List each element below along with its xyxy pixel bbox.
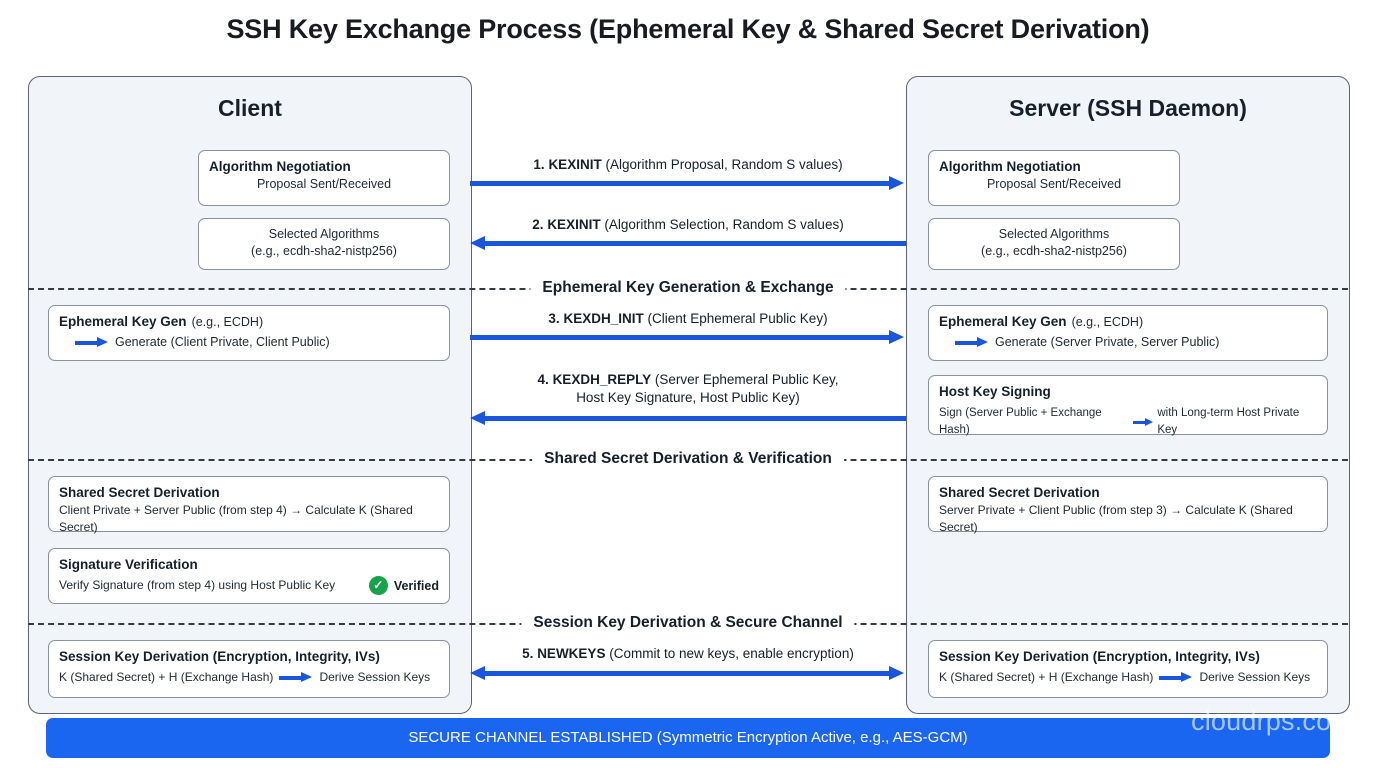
client-shared-secret-header: Shared Secret Derivation: [59, 485, 220, 500]
client-selected-algorithms-sub: (e.g., ecdh-sha2-nistp256): [251, 244, 397, 258]
message-2-label: [470, 216, 906, 233]
message-2-number: 2.: [532, 217, 544, 232]
message-3-detail: (Client Ephemeral Public Key): [647, 311, 828, 326]
server-host-key-signing-sub-left: Sign (Server Public + Exchange Hash): [939, 407, 1102, 436]
message-4-detail-line2: Host Key Signature, Host Public Key): [576, 390, 800, 405]
message-4-number: 4.: [537, 372, 549, 387]
message-1-number: 1.: [533, 157, 545, 172]
server-host-key-signing-header: Host Key Signing: [939, 384, 1051, 399]
server-host-key-signing-sub-right: with Long-term Host Private Key: [1157, 407, 1300, 436]
message-3-name: KEXDH_INIT: [563, 311, 644, 326]
server-session-key-sub-right: Derive Session Keys: [1199, 670, 1311, 684]
client-session-key-box: [48, 640, 450, 698]
client-algo-negotiation-header: Algorithm Negotiation: [209, 159, 351, 174]
client-keygen-arrow-icon: [75, 338, 109, 347]
secure-channel-banner: SECURE CHANNEL ESTABLISHED (Symmetric Encryption Active, e.g., AES-GCM): [46, 718, 1330, 758]
message-2-detail: (Algorithm Selection, Random S values): [604, 217, 844, 232]
message-3-label: [470, 310, 906, 327]
server-host-key-signing-box: [928, 375, 1328, 435]
server-session-key-box: [928, 640, 1328, 698]
server-algo-negotiation-sub: Proposal Sent/Received: [986, 177, 1122, 191]
server-shared-secret-header: Shared Secret Derivation: [939, 485, 1100, 500]
server-keygen-arrow-icon: [955, 338, 989, 347]
client-session-key-arrow-icon: [279, 673, 313, 682]
client-ephemeral-keygen-box: [48, 305, 450, 361]
divider-label-shared-secret: Shared Secret Derivation & Verification: [532, 450, 844, 468]
server-column-title: Server (SSH Daemon): [1009, 95, 1247, 121]
message-4-arrow-left-icon: [470, 413, 906, 423]
message-1-arrow-right-icon: [470, 178, 906, 188]
server-algorithm-negotiation-box: [928, 150, 1180, 206]
divider-label-ephemeral: Ephemeral Key Generation & Exchange: [530, 279, 845, 297]
server-shared-secret-sub: Server Private + Client Public (from step 3) → Calculate K (Shared Secret): [939, 503, 1293, 534]
server-session-key-arrow-icon: [1159, 673, 1193, 682]
message-5-number: 5.: [522, 646, 534, 661]
server-ephemeral-keygen-header: Ephemeral Key Gen: [939, 314, 1067, 329]
message-4-label: [470, 371, 906, 388]
client-signature-verification-sub: Verify Signature (from step 4) using Host Public Key: [59, 578, 336, 592]
server-selected-algorithms-header: Selected Algorithms: [998, 227, 1110, 241]
message-3-arrow-right-icon: [470, 332, 906, 342]
client-shared-secret-box: [48, 476, 450, 532]
client-session-key-sub-left: K (Shared Secret) + H (Exchange Hash): [59, 670, 274, 684]
verified-label: Verified: [393, 578, 439, 593]
client-shared-secret-sub: Client Private + Server Public (from step 4) → Calculate K (Shared Secret): [59, 503, 413, 534]
message-2-arrow-left-icon: [470, 238, 906, 248]
server-shared-secret-box: [928, 476, 1328, 532]
server-session-key-sub-left: K (Shared Secret) + H (Exchange Hash): [939, 670, 1154, 684]
server-selected-algorithms-box: [928, 218, 1180, 270]
server-session-key-header: Session Key Derivation (Encryption, Integrity, IVs): [939, 649, 1260, 664]
message-1-name: KEXINIT: [548, 157, 602, 172]
message-5-label: [470, 645, 906, 662]
divider-label-session-key: Session Key Derivation & Secure Channel: [521, 614, 854, 632]
message-1-detail: (Algorithm Proposal, Random S values): [605, 157, 843, 172]
server-algo-negotiation-header: Algorithm Negotiation: [939, 159, 1081, 174]
client-session-key-header: Session Key Derivation (Encryption, Integrity, IVs): [59, 649, 380, 664]
client-selected-algorithms-box: [198, 218, 450, 270]
message-5-detail: (Commit to new keys, enable encryption): [609, 646, 854, 661]
server-ephemeral-keygen-note: (e.g., ECDH): [1071, 314, 1144, 329]
server-ephemeral-keygen-box: [928, 305, 1328, 361]
client-ephemeral-keygen-note: (e.g., ECDH): [191, 314, 264, 329]
page-title: SSH Key Exchange Process (Ephemeral Key & Shared Secret Derivation): [226, 14, 1150, 44]
client-ephemeral-keygen-header: Ephemeral Key Gen: [59, 314, 187, 329]
server-selected-algorithms-sub: (e.g., ecdh-sha2-nistp256): [981, 244, 1127, 258]
client-signature-verification-header: Signature Verification: [59, 557, 198, 572]
message-4-detail: (Server Ephemeral Public Key,: [654, 372, 839, 387]
client-signature-verification-box: [48, 548, 450, 604]
message-4-name: KEXDH_REPLY: [552, 372, 652, 387]
client-column-title: Client: [218, 95, 282, 121]
client-selected-algorithms-header: Selected Algorithms: [268, 227, 380, 241]
client-algo-negotiation-sub: Proposal Sent/Received: [256, 177, 392, 191]
message-5-arrow-both-icon: [470, 668, 906, 678]
message-3-number: 3.: [548, 311, 560, 326]
verified-badge: [369, 576, 439, 595]
message-5-name: NEWKEYS: [537, 646, 606, 661]
client-algorithm-negotiation-box: [198, 150, 450, 206]
client-session-key-sub-right: Derive Session Keys: [319, 670, 431, 684]
client-ephemeral-keygen-sub: Generate (Client Private, Client Public): [115, 335, 330, 349]
server-host-key-signing-arrow-icon: [1133, 418, 1153, 426]
check-circle-icon: ✓: [369, 576, 388, 595]
server-ephemeral-keygen-sub: Generate (Server Private, Server Public): [995, 335, 1220, 349]
message-2-name: KEXINIT: [547, 217, 601, 232]
watermark: cloudrps.com: [1191, 706, 1354, 736]
message-1-label: [470, 156, 906, 173]
